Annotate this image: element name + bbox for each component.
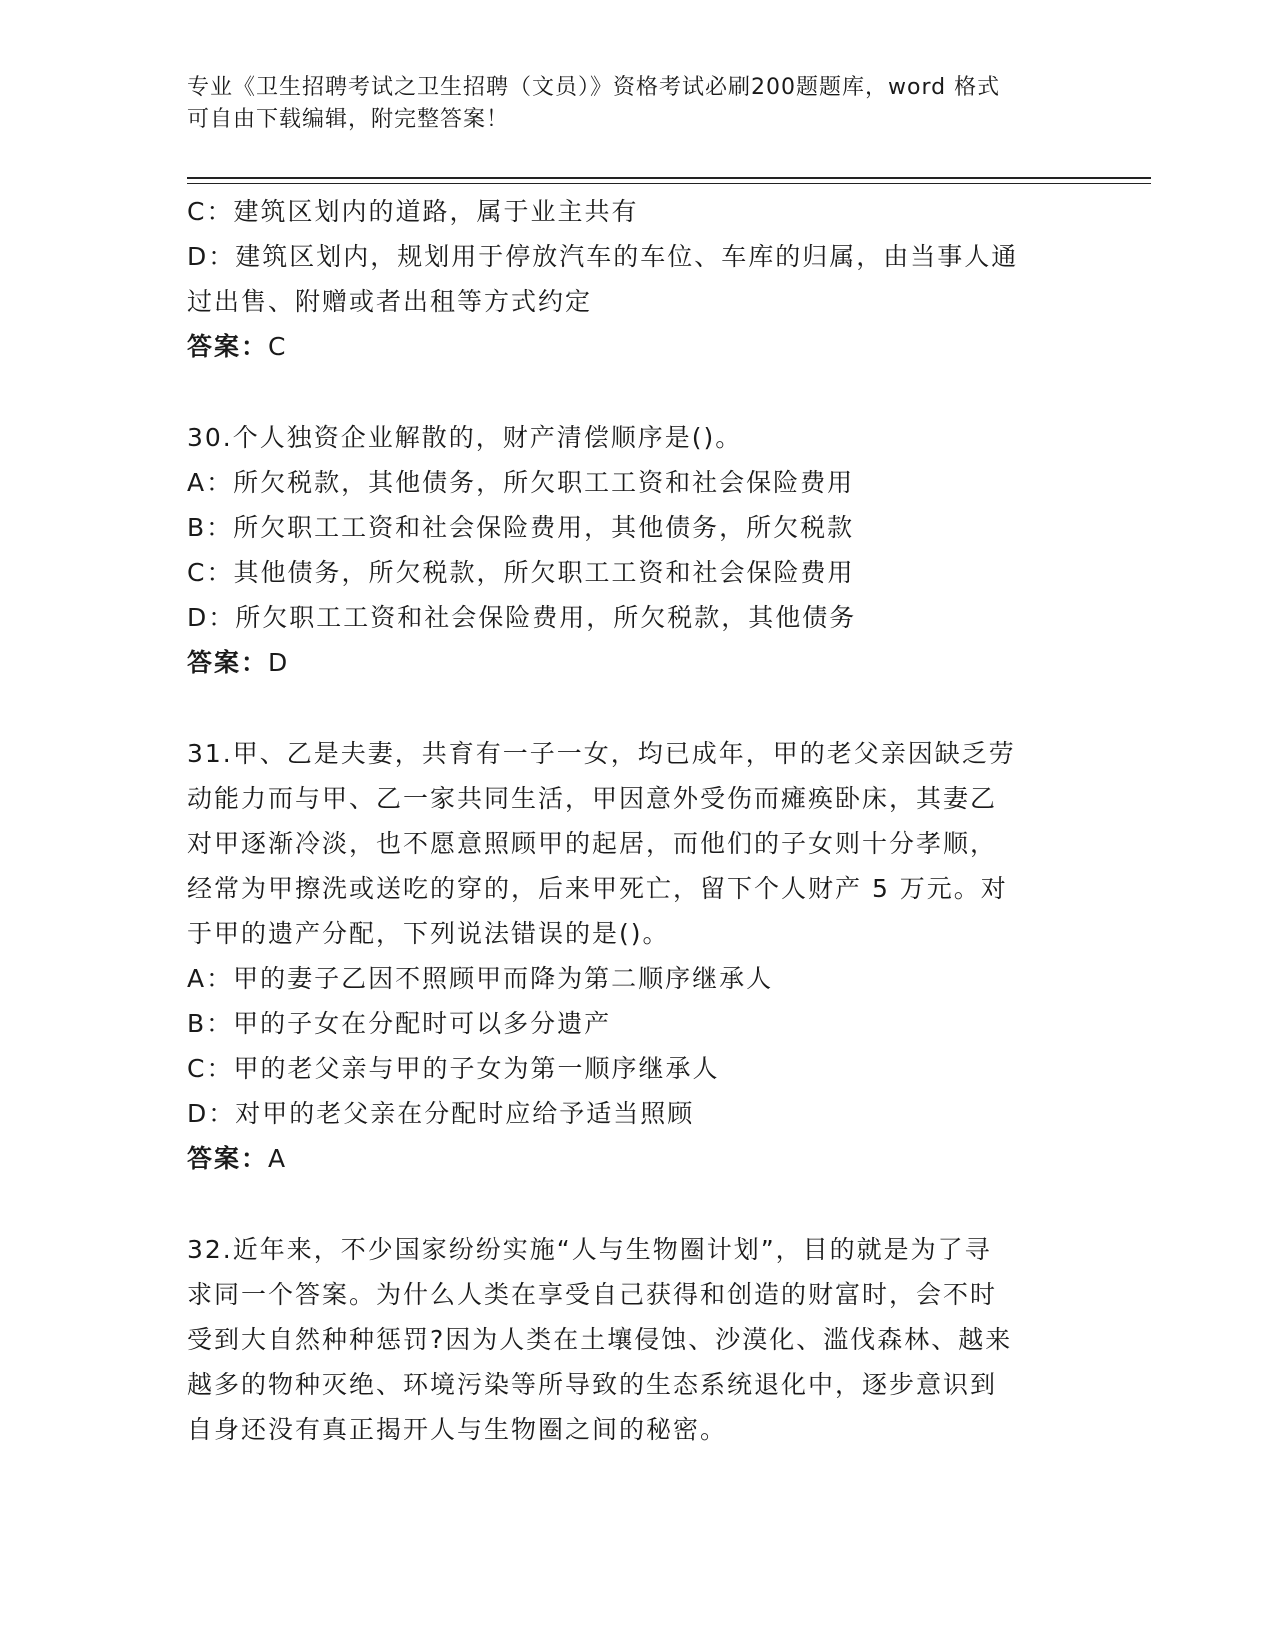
question-stem-line: 求同一个答案。为什么人类在享受自己获得和创造的财富时，会不时 <box>187 1280 998 1309</box>
document-header <box>187 72 1067 136</box>
question-stem: 32.近年来，不少国家纷纷实施“人与生物圈计划”，目的就是为了寻 <box>187 1235 992 1264</box>
question-stem-line: 对甲逐渐冷淡，也不愿意照顾甲的起居，而他们的子女则十分孝顺， <box>187 829 998 858</box>
option-d-continued: 过出售、附赠或者出租等方式约定 <box>187 287 593 316</box>
question-stem: 31.甲、乙是夫妻，共育有一子一女，均已成年，甲的老父亲因缺乏劳 <box>187 739 1016 768</box>
question-stem-line: 于甲的遗产分配，下列说法错误的是()。 <box>187 919 670 948</box>
spacer <box>187 1181 1087 1227</box>
question-stem-line: 动能力而与甲、乙一家共同生活，甲因意外受伤而瘫痪卧床，其妻乙 <box>187 784 998 813</box>
header-line-2: 可自由下载编辑，附完整答案！ <box>187 107 510 132</box>
spacer <box>187 685 1087 731</box>
option-d: D：建筑区划内，规划用于停放汽车的车位、车库的归属，由当事人通 <box>187 242 1019 271</box>
question-stem-line: 越多的物种灭绝、环境污染等所导致的生态系统退化中，逐步意识到 <box>187 1370 998 1399</box>
option-b: B：甲的子女在分配时可以多分遗产 <box>187 1009 612 1038</box>
question-stem-line: 经常为甲擦洗或送吃的穿的，后来甲死亡，留下个人财产 5 万元。对 <box>187 874 1008 903</box>
answer-value: D <box>268 648 290 677</box>
question-stem-line: 受到大自然种种惩罚?因为人类在土壤侵蚀、沙漠化、滥伐森林、越来 <box>187 1325 1013 1354</box>
option-c: C：甲的老父亲与甲的子女为第一顺序继承人 <box>187 1054 720 1083</box>
option-d: D：所欠职工工资和社会保险费用，所欠税款，其他债务 <box>187 603 857 632</box>
question-32 <box>187 1227 1087 1452</box>
answer-value: A <box>268 1144 288 1173</box>
question-31 <box>187 731 1087 1181</box>
header-divider-thin <box>187 183 1151 184</box>
option-a: A：甲的妻子乙因不照顾甲而降为第二顺序继承人 <box>187 964 774 993</box>
answer <box>187 640 1087 685</box>
spacer <box>187 369 1087 415</box>
option-c: C：其他债务，所欠税款，所欠职工工资和社会保险费用 <box>187 558 855 587</box>
question-stem-line: 自身还没有真正揭开人与生物圈之间的秘密。 <box>187 1415 728 1444</box>
option-c: C：建筑区划内的道路，属于业主共有 <box>187 197 639 226</box>
header-divider-thick <box>187 177 1151 179</box>
option-d: D：对甲的老父亲在分配时应给予适当照顾 <box>187 1099 695 1128</box>
header-line-1: 专业《卫生招聘考试之卫生招聘（文员）》资格考试必刷200题题库，word 格式 <box>187 75 1001 100</box>
question-stem: 30.个人独资企业解散的，财产清偿顺序是()。 <box>187 423 743 452</box>
answer <box>187 324 1087 369</box>
question-29-continuation <box>187 189 1087 369</box>
answer-label: 答案： <box>187 332 269 361</box>
answer-value: C <box>268 332 288 361</box>
option-b: B：所欠职工工资和社会保险费用，其他债务，所欠税款 <box>187 513 855 542</box>
answer-label: 答案： <box>187 648 269 677</box>
answer <box>187 1136 1087 1181</box>
question-30 <box>187 415 1087 685</box>
document-body <box>187 189 1087 1452</box>
option-a: A：所欠税款，其他债务，所欠职工工资和社会保险费用 <box>187 468 855 497</box>
answer-label: 答案： <box>187 1144 269 1173</box>
